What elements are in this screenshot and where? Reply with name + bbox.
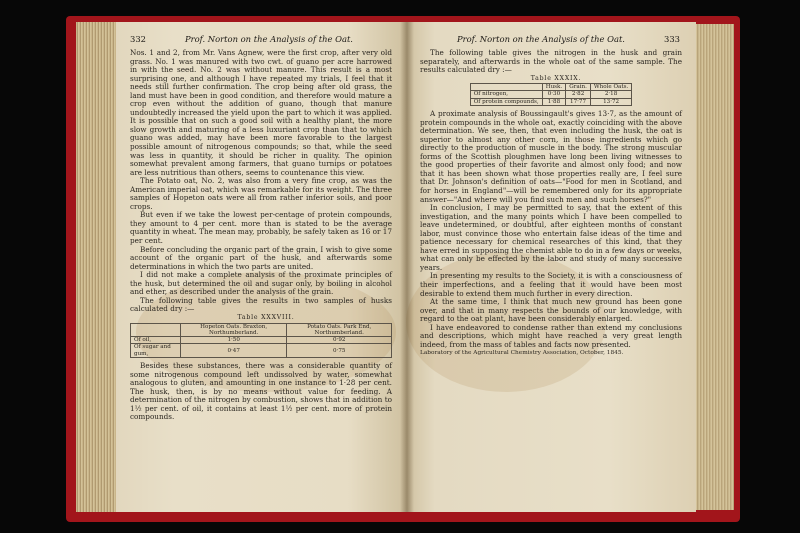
paragraph: In presenting my results to the Society, it is with a consciousness of their imperfections, and a feeling that it would have been most desirable to extend them much further in every direction. — [420, 271, 682, 298]
table-header-row — [470, 84, 632, 91]
paragraph: Before concluding the organic part of the grain, I wish to give some account of the organic part of the husk, and afterwards some determinations in which the two parts are united. — [130, 244, 392, 271]
paragraph: The following table gives the results in two samples of husks calculated dry :— — [130, 295, 392, 314]
paragraph: Besides these substances, there was a considerable quantity of some nitrogenous compound left undissolved by water, somewhat analogous to gluten, and amounting in one instance to 1·28 per cent. The husk, then, is by no means without value for feeding. A determination of the nitrogen by combustion, shows that in addition to 1½ per cent. of oil, it contains at least 1½ per cent. more of protein compounds. — [130, 360, 392, 422]
table-cell: Of nitrogen, — [470, 91, 542, 98]
paragraph: A proximate analysis of Boussingault's gives 13·7, as the amount of protein compounds in the whole oat, exactly coinciding with the above determination. We see, then, that even including the husk, the oat is superior to almost any other corn, in those ingredients which go directly to the production of muscle in the body. The strong muscular forms of the Scottish ploughmen have long been living witnesses to the good properties of their favorite and almost only food; and now that it has been shown what those properties really are, I feel sure that Dr. Johnson's definition of oats—"Food for men in Scotland, and for horses in England"—will be remembered only for its appropriate answer—"And where will you find such men and such horses?" — [420, 109, 682, 204]
table-row — [131, 344, 392, 358]
table-cell: Of protein compounds, — [470, 98, 542, 105]
table-cell: Of sugar and gum, — [131, 344, 181, 358]
table-cell: Of oil, — [131, 337, 181, 344]
table-header-cell: Husk. — [542, 84, 566, 91]
left-page-header — [130, 34, 392, 44]
paragraph: The following table gives the nitrogen in the husk and grain separately, and afterwards in the whole oat of the same sample. The results calculated dry :— — [420, 48, 682, 75]
right-running-title: Prof. Norton on the Analysis of the Oat. — [457, 34, 625, 44]
left-running-title: Prof. Norton on the Analysis of the Oat. — [185, 34, 353, 44]
paragraph: The Potato oat, No. 2, was also from a very fine crop, as was the American imperial oat, which was remarkable for its weight. The three samples of Hopeton oats were all from rather inferior soils, and poor crops. — [130, 176, 392, 211]
table-header-cell: Grain. — [566, 84, 591, 91]
table-cell: 2·82 — [566, 91, 591, 98]
table-row — [470, 98, 632, 105]
table-row — [131, 337, 392, 344]
paragraph: I have endeavored to condense rather than extend my conclusions and descriptions, which might have reached a very great length indeed, from the mass of tables and facts now presented. — [420, 322, 682, 349]
table-header-cell — [470, 84, 542, 91]
right-page-text — [420, 49, 682, 358]
paragraph: Nos. 1 and 2, from Mr. Vans Agnew, were the first crop, after very old grass. No. 1 was manured with two cwt. of guano per acre harrowed in with the seed. No. 2 was without manure. This result is a most surprising one, and although I have repeated my trials, I feel that it needs still further confirmation. The crop being after old grass, the land must have been in good condition, and therefore would mature a crop even without the addition of guano, though that manure undoubtedly increased the yield upon the part to which it was applied. It is possible that on such a good soil with a healthy plant, the more slow growth and maturing of a less luxuriant crop than that to which guano was added, may have been more favorable to the largest possible amount of nitrogenous compounds; so that, while the seed was less in quantity, it should be richer in quality. The opinion somewhat prevalent among farmers, that guano turnips or potatoes are less nutritious than others, seems to countenance this view. — [130, 48, 392, 177]
table-header-row — [131, 323, 392, 337]
table-cell: 2·18 — [590, 91, 631, 98]
paragraph: I did not make a complete analysis of the proximate principles of the husk, but determined the oil and sugar only, by boiling in alcohol and ether, as described under the analysis of the grain. — [130, 270, 392, 297]
table-cell: 17·77 — [566, 98, 591, 105]
table-cell: 1·88 — [542, 98, 566, 105]
table-cell: 1·50 — [180, 337, 287, 344]
table-caption: Table XXXIX. — [530, 74, 582, 82]
husk-oil-table — [130, 323, 392, 358]
table-cell: 0·92 — [287, 337, 392, 344]
table-row — [470, 91, 632, 98]
table-header-cell: Potato Oats. Park End, Northumberland. — [287, 323, 392, 337]
left-page-number: 332 — [130, 34, 146, 44]
table-header-cell: Whole Oats. — [590, 84, 631, 91]
table-header-cell — [131, 323, 181, 337]
paragraph: In conclusion, I may be permitted to say, that the extent of this investigation, and the many points which I have been compelled to leave undetermined, or doubtful, after eighteen months of constant labor, must convince those who entertain false ideas of the time and patience necessary for chemical researches of this kind, that they have erred in supposing the chemist able to do in a few days or weeks, what can only be effected by the labor and study of many successive years. — [420, 203, 682, 272]
table-cell: 0·47 — [180, 344, 287, 358]
right-page-header — [418, 34, 680, 44]
table-cell: 0·75 — [287, 344, 392, 358]
table-header-cell: Hopeton Oats. Braxton, Northumberland. — [180, 323, 287, 337]
book-gutter — [400, 22, 414, 512]
paragraph: At the same time, I think that much new ground has been gone over, and that in many respects the bounds of our knowledge, with regard to the oat plant, have been considerably enlarged. — [420, 297, 682, 324]
table-cell: 13·72 — [590, 98, 631, 105]
nitrogen-table — [470, 83, 633, 106]
table-caption: Table XXXVIII. — [237, 313, 295, 321]
right-page-number: 333 — [663, 34, 680, 44]
right-page-edges — [690, 24, 734, 510]
paragraph: But even if we take the lowest per-centage of protein compounds, they amount to 4 per cent. more than is stated to be the average quantity in wheat. The mean may, probably, be safely taken as 16 or 17 per cent. — [130, 210, 392, 246]
left-page-text — [130, 49, 392, 422]
laboratory-footer: Laboratory of the Agricultural Chemistry Association, October, 1845. — [420, 350, 624, 357]
table-cell: 0·30 — [542, 91, 566, 98]
